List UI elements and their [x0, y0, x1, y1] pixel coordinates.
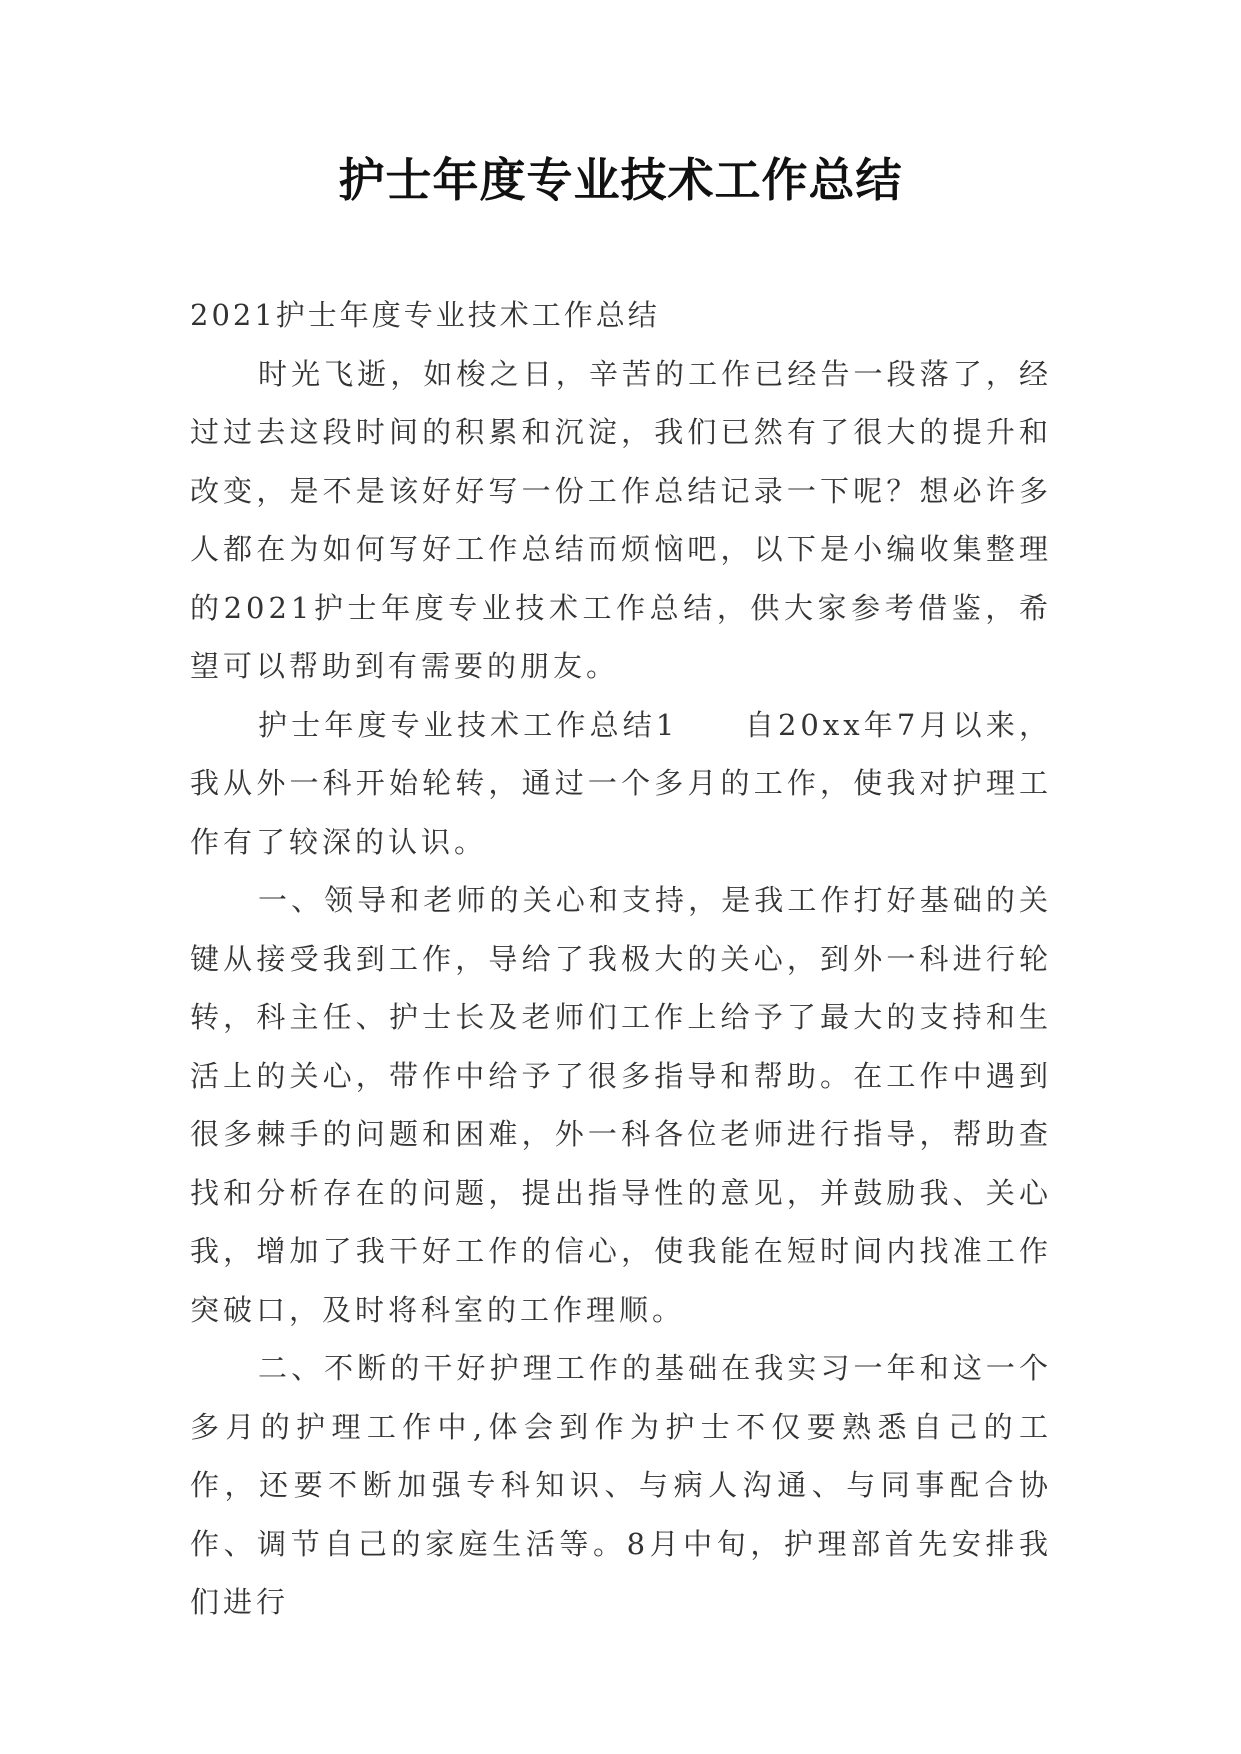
paragraph-section-1: 一、领导和老师的关心和支持，是我工作打好基础的关键从接受我到工作，导给了我极大的关心，到外一科进行轮转，科主任、护士长及老师们工作上给予了最大的支持和生活上的关心，带作中给予了很多指导和帮助。在工作中遇到很多棘手的问题和困难，外一科各位老师进行指导，帮助查找和分析存在的问题，提出指导性的意见，并鼓励我、关心我，增加了我干好工作的信心，使我能在短时间内找准工作突破口，及时将科室的工作理顺。 — [190, 883, 1052, 1327]
document-subtitle: 2021护士年度专业技术工作总结 — [190, 298, 660, 332]
paragraph-intro: 时光飞逝，如梭之日，辛苦的工作已经告一段落了，经过过去这段时间的积累和沉淀，我们已然有了很大的提升和改变，是不是该好好写一份工作总结记录一下呢？想必许多人都在为如何写好工作总结而烦恼吧，以下是小编收集整理的2021护士年度专业技术工作总结，供大家参考借鉴，希望可以帮助到有需要的朋友。 — [190, 356, 1052, 683]
paragraph-section-2: 二、不断的干好护理工作的基础在我实习一年和这一个多月的护理工作中,体会到作为护士不仅要熟悉自己的工作，还要不断加强专科知识、与病人沟通、与同事配合协作、调节自己的家庭生活等。8月中旬，护理部首先安排我们进行 — [190, 1351, 1052, 1619]
paragraph-summary-1: 护士年度专业技术工作总结1 自20xx年7月以来，我从外一科开始轮转，通过一个多月的工作，使我对护理工作有了较深的认识。 — [190, 707, 1052, 859]
document-title: 护士年度专业技术工作总结 — [338, 153, 903, 207]
document-body — [190, 286, 1052, 1632]
